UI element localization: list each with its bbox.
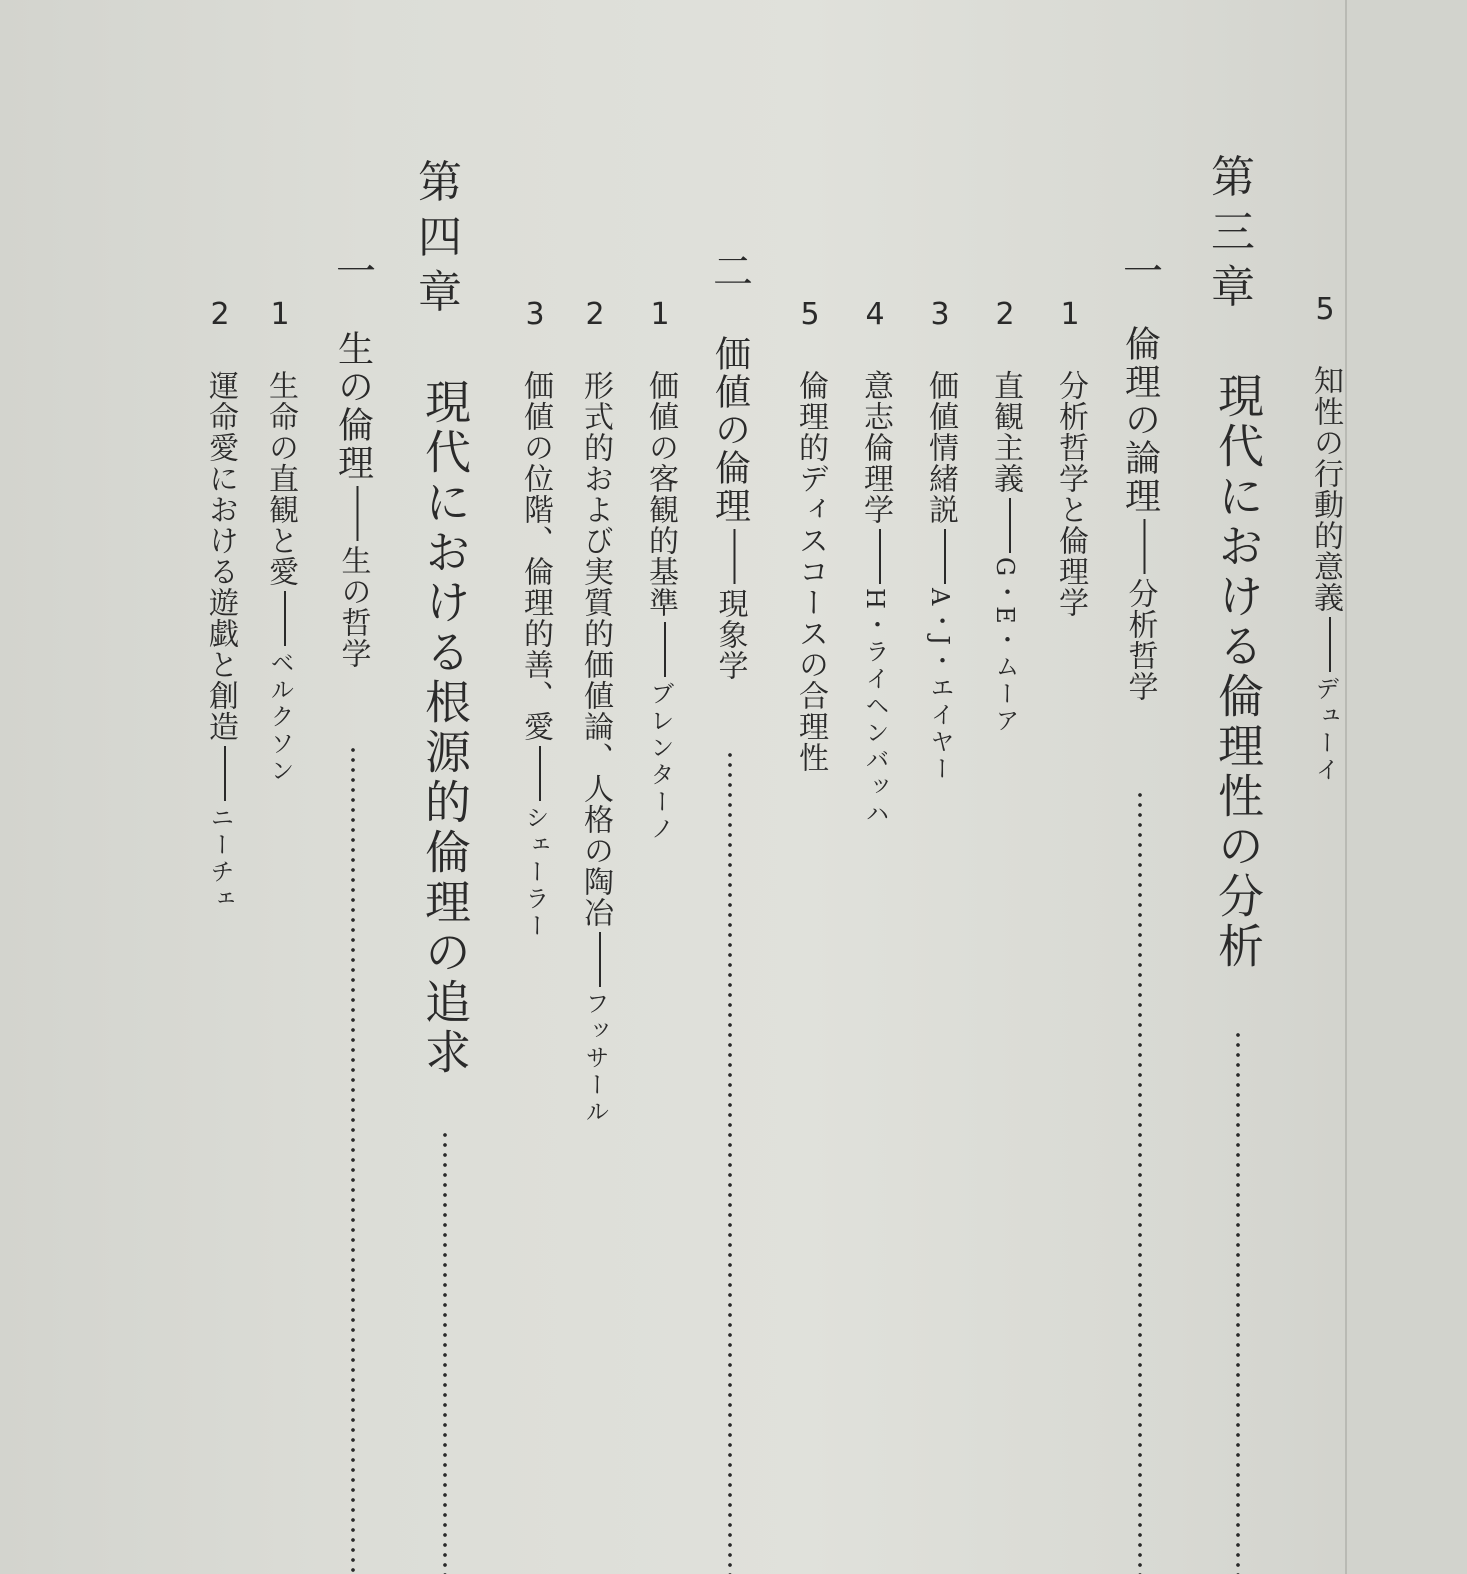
toc-entry-brentano [630, 0, 690, 1574]
separator-dash [733, 529, 735, 584]
section-subtitle: 生の哲学 [335, 545, 371, 669]
item-title: 価値情緒説 [923, 370, 958, 525]
author-name: フッサール [581, 991, 609, 1126]
item-title: 価値の客観的基準 [643, 370, 678, 618]
section-title: 価値の倫理 [709, 335, 751, 525]
entry-text [853, 370, 897, 828]
separator-dash [1009, 498, 1011, 553]
item-number: 5 [800, 297, 820, 332]
separator-dash [539, 746, 541, 801]
toc-entry-ayer [910, 0, 970, 1574]
item-title: 知性の行動的意義 [1308, 365, 1343, 613]
entry-text [705, 335, 756, 681]
separator-dash [1143, 519, 1145, 574]
separator-dash [944, 529, 946, 584]
toc-entry-dewey [1295, 0, 1355, 1574]
item-title: 倫理的ディスコースの合理性 [793, 370, 828, 773]
chapter-label [1208, 150, 1268, 315]
item-number: 3 [525, 297, 545, 332]
leader-dots [1138, 790, 1142, 1574]
toc-section-ethics-logic [1105, 0, 1175, 1574]
item-title: 分析哲学と倫理学 [1053, 370, 1088, 618]
chapter-number: 第四章 [418, 157, 462, 318]
toc-section-life-ethics [318, 0, 388, 1574]
toc-entry-moore [975, 0, 1035, 1574]
item-title: 意志倫理学 [858, 370, 893, 525]
author-name: ブレンターノ [646, 681, 674, 843]
item-number: 1 [270, 297, 290, 332]
entry-text [513, 370, 557, 940]
author-name: デューイ [1311, 676, 1339, 784]
separator-dash [599, 932, 601, 987]
section-number: 二 [706, 250, 753, 290]
toc-entry-bergson [250, 0, 310, 1574]
entry-text [258, 370, 302, 785]
leader-dots [1236, 1030, 1240, 1574]
section-number: 一 [1116, 250, 1163, 290]
separator-dash [356, 486, 358, 541]
toc-entry-husserl [565, 0, 625, 1574]
section-subtitle: 現象学 [712, 588, 748, 681]
entry-text [638, 370, 682, 843]
chapter-title: 現代における倫理性の分析 [1211, 372, 1265, 972]
author-name: シェーラー [521, 805, 549, 940]
item-title: 直観主義 [988, 370, 1023, 494]
item-number: 3 [930, 297, 950, 332]
toc-entry-reichenbach [845, 0, 905, 1574]
facing-page-edge [1347, 0, 1467, 1574]
separator-dash [664, 622, 666, 677]
entry-text [983, 370, 1027, 735]
entry-text [573, 370, 617, 1126]
item-number: 2 [585, 297, 605, 332]
chapter-title: 現代における根源的倫理の追求 [418, 378, 472, 1078]
toc-entry-discourse [780, 0, 840, 1574]
entry-text [1115, 325, 1166, 702]
entry-text [198, 370, 242, 913]
toc-entry-analytic [1040, 0, 1100, 1574]
item-title: 形式的および実質的価値論、人格の陶冶 [578, 370, 613, 928]
author-name: ニーチェ [206, 805, 234, 913]
section-title: 生の倫理 [332, 330, 374, 482]
toc-entry-scheler [505, 0, 565, 1574]
toc-entry-nietzsche [190, 0, 250, 1574]
item-title: 価値の位階、倫理的善、愛 [518, 370, 553, 742]
leader-dots [728, 750, 732, 1574]
item-number: 5 [1315, 292, 1335, 327]
chapter-label [415, 155, 475, 320]
toc-chapter-4 [405, 0, 485, 1574]
item-number: 2 [210, 297, 230, 332]
entry-text [328, 330, 379, 669]
chapter-number: 第三章 [1211, 152, 1255, 313]
author-name: H・ライヘンバッハ [861, 588, 889, 828]
separator-dash [284, 591, 286, 646]
leader-dots [351, 745, 355, 1574]
author-name: A・J・エイヤー [926, 588, 954, 783]
separator-dash [224, 746, 226, 801]
entry-text [1303, 365, 1347, 784]
item-title: 運命愛における遊戯と創造 [203, 370, 238, 742]
leader-dots [443, 1130, 447, 1574]
author-name: G・E・ムーア [991, 557, 1019, 735]
toc-chapter-3 [1198, 0, 1278, 1574]
item-number: 4 [865, 297, 885, 332]
entry-text [918, 370, 962, 783]
section-number: 一 [329, 250, 376, 290]
author-name: ベルクソン [266, 650, 294, 785]
section-title: 倫理の論理 [1119, 325, 1161, 515]
separator-dash [879, 529, 881, 584]
item-number: 1 [650, 297, 670, 332]
item-number: 1 [1060, 297, 1080, 332]
toc-section-value-ethics [695, 0, 765, 1574]
item-number: 2 [995, 297, 1015, 332]
item-title: 生命の直観と愛 [263, 370, 298, 587]
section-subtitle: 分析哲学 [1122, 578, 1158, 702]
separator-dash [1329, 617, 1331, 672]
